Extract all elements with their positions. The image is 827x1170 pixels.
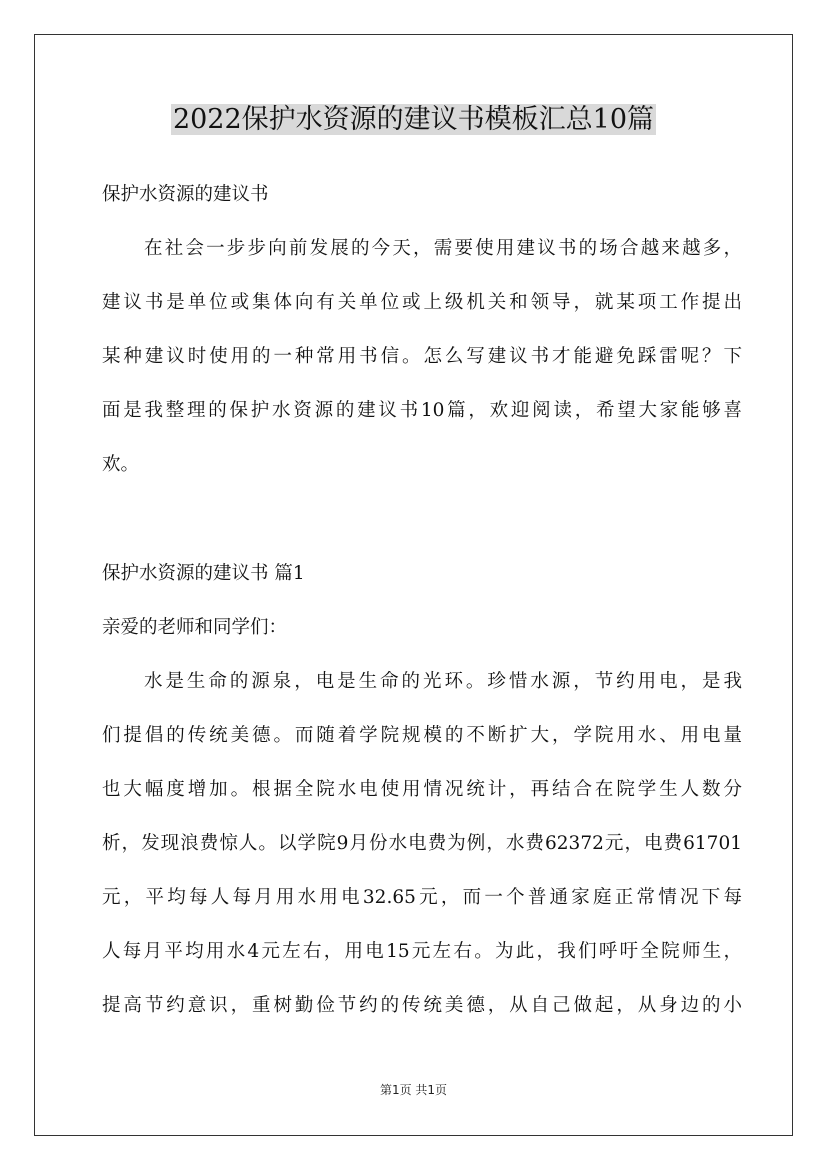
intro-paragraph-line: 在社会一步步向前发展的今天，需要使用建议书的场合越来越多， bbox=[144, 238, 742, 259]
intro-heading: 保护水资源的建议书 bbox=[102, 184, 269, 205]
body-paragraph-line: 元，平均每人每月用水用电32.65元，而一个普通家庭正常情况下每 bbox=[102, 887, 742, 908]
body-paragraph-line: 析，发现浪费惊人。以学院9月份水电费为例，水费62372元，电费61701 bbox=[102, 833, 742, 854]
salutation: 亲爱的老师和同学们： bbox=[102, 617, 288, 638]
section-heading: 保护水资源的建议书 篇1 bbox=[102, 563, 305, 584]
intro-paragraph-line: 面是我整理的保护水资源的建议书10篇，欢迎阅读，希望大家能够喜 bbox=[102, 400, 742, 421]
document-title-text: 2022保护水资源的建议书模板汇总10篇 bbox=[172, 104, 655, 135]
document-title bbox=[0, 100, 827, 140]
body-paragraph-line: 提高节约意识，重树勤俭节约的传统美德，从自己做起，从身边的小 bbox=[102, 995, 742, 1016]
body-paragraph-line: 们提倡的传统美德。而随着学院规模的不断扩大，学院用水、用电量 bbox=[102, 725, 742, 746]
body-paragraph-line: 人每月平均用水4元左右，用电15元左右。为此，我们呼吁全院师生， bbox=[102, 941, 742, 962]
page-number: 第1页 共1页 bbox=[379, 1083, 448, 1097]
body-paragraph-line: 也大幅度增加。根据全院水电使用情况统计，再结合在院学生人数分 bbox=[102, 779, 742, 800]
body-paragraph-line: 水是生命的源泉，电是生命的光环。珍惜水源，节约用电，是我 bbox=[144, 671, 742, 692]
intro-paragraph-line: 某种建议时使用的一种常用书信。怎么写建议书才能避免踩雷呢？下 bbox=[102, 346, 742, 367]
intro-paragraph-line: 建议书是单位或集体向有关单位或上级机关和领导，就某项工作提出 bbox=[102, 292, 742, 313]
intro-paragraph-line: 欢。 bbox=[102, 454, 140, 475]
